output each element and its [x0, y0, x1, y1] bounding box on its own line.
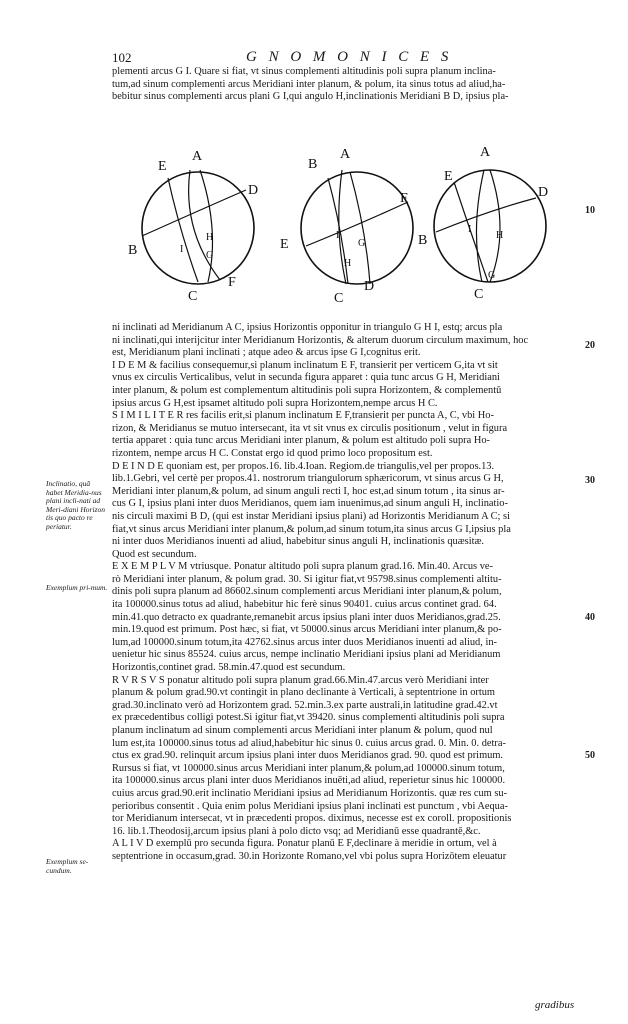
text-line: septentrione in occasum,grad. 30.in Horizonte Romano,vel vbi polus supra Horizōtem eleuatur: [112, 850, 507, 862]
text-line: est, Meridianum plani inclinati ; atque adeo & arcus ipse G I,cognitus erit.: [112, 347, 421, 359]
point-label: A: [192, 149, 203, 164]
figure-3: [434, 170, 549, 282]
text-line: cuius arcus grad.90.erit inclinatio Meridiani ipsius ad Meridianum Horizontis. quæ res cum su-: [112, 787, 508, 799]
text-line: Horizontis,continet grad. 58.min.47.quod est secundum.: [112, 662, 346, 674]
point-label: E: [280, 237, 289, 252]
text-line: perioribus consentit . Quia enim polus Meridiani ipsius plani inclinati est punctum , vbi Aequa-: [112, 800, 508, 812]
text-line: Quod est secundum.: [112, 548, 197, 560]
line-number: 30: [585, 475, 595, 486]
point-label: C: [334, 291, 344, 306]
text-line: Rursus si fiat, vt 100000.sinus arcus Meridiani inter planum,& polum,ad 100000.sinum totum,: [112, 762, 505, 774]
figure-row: [110, 140, 580, 310]
text-line: plementi arcus G I. Quare si fiat, vt sinus complementi altitudinis poli supra planum inclina-: [112, 66, 496, 77]
text-line: bebitur sinus complementi arcus plani G I,qui angulo H,inclinationis Meridiani B D, ipsius pla-: [112, 91, 509, 103]
point-label: E: [444, 169, 453, 184]
point-label: H: [206, 232, 214, 243]
text-line: fiat,vt sinus arcus Meridiani inter planum,& polum,ad sinum totum,ita sinus arcus G I,ipsius pla: [112, 523, 511, 535]
catchword: gradibus: [535, 999, 575, 1011]
page-number: 102: [112, 50, 132, 65]
line-number: 10: [585, 205, 595, 216]
line-number: 50: [585, 750, 595, 761]
text-line: grad.30.inclinato verò ad Horizontem grad. 52.min.3.ex parte australi,in latitudine grad.42.vt: [112, 699, 498, 711]
text-line: tertia apparet : quia tunc arcus Meridiani inter planum, & polum est altitudo poli supra Ho-: [112, 435, 491, 447]
text-line: ni inclinati ad Meridianum A C, ipsius Horizontis opponitur in triangulo G H I, estq; arcus pla: [112, 322, 503, 333]
circle-diagrams: [110, 140, 580, 310]
text-line: cus G I, ipsius plani inter duos Meridianos, quem iam inuenimus,ad sinum anguli H, inclinatio-: [112, 498, 508, 510]
text-line: ex præcedentibus colligi potest.Si igitur fiat,vt 39420. sinus complementi altitudinis poli supra: [112, 712, 505, 724]
text-line: ita 100000.sinus totus ad aliud, habebitur hic ferè sinus 90401. cuius arcus continet grad. 64.: [112, 599, 497, 611]
text-line: lib.1.Gebri, vel certè per propos.41. nostrorum triangulorum sphæricorum, vt sinus arcus G H,: [112, 473, 504, 485]
text-line: planum inclinatum ad sinum complementi arcus Meridiani inter planum & polum, quod nul: [112, 725, 493, 736]
point-label: H: [344, 258, 352, 269]
line-number: 40: [585, 612, 595, 623]
figure-3-labels: [418, 145, 548, 302]
point-label: C: [474, 287, 484, 302]
figure-1: [142, 170, 254, 284]
text-line: tum,ad sinum complementi arcus Meridiani inter planum, & polum, ita sinus totus ad aliud,ha-: [112, 78, 506, 90]
text-line: lum,ad 100000.sinum totum,ita 42762.sinus arcus inter duos Meridianos inuenti ad aliud, in-: [112, 636, 497, 648]
text-line: min.41.quo detracto ex quadrante,remanebit arcus ipsius plani inter duos Meridianos,grad.25.: [112, 611, 501, 623]
point-label: A: [340, 147, 351, 162]
text-line: vnus ex circulis Verticalibus, velut in secunda figura apparet : quia tunc arcus G H, Meridiani: [112, 372, 500, 384]
text-line: uenietur hic sinus 85524. cuius arcus, nempe inclinatio Meridiani ipsius plani ad Meridianum: [112, 649, 501, 661]
text-line: ni inclinati,qui interijcitur inter Meridianum Horizontis, & alterum duorum circulum maximum, hoc: [112, 334, 529, 346]
text-line: planum & polum grad.90.vt contingit in plano declinante à Verticali, à septentrione in ortum: [112, 687, 496, 699]
text-line: inter planum, & polum est complementum altitudinis poli supra Horizontem, & complementū: [112, 384, 502, 396]
point-label: B: [418, 233, 428, 248]
point-label: F: [400, 191, 408, 206]
point-label: G: [358, 238, 366, 249]
point-label: F: [228, 275, 236, 290]
point-label: A: [480, 145, 491, 160]
body-text: [112, 322, 580, 864]
figure-2: [301, 170, 413, 284]
text-line: ipsius arcus G H,est ipsamet altitudo poli supra Horizontem,nempe arcus H C.: [112, 397, 438, 409]
point-label: H: [496, 230, 504, 241]
point-label: G: [488, 270, 496, 281]
point-label: I: [180, 244, 184, 255]
text-line: D E I N D E quoniam est, per propos.16. lib.4.Ioan. Regiom.de triangulis,vel per propos.13.: [112, 460, 495, 472]
point-label: C: [188, 289, 198, 304]
point-label: D: [538, 185, 549, 200]
text-line: ctus ex grad.90. relinquit arcum ipsius plani inter duos Meridianos grad. 90. quod est primum.: [112, 750, 504, 762]
running-title: G N O M O N I C E S: [246, 49, 453, 65]
text-line: rizontem, nempe arcus H C. Constat ergo id quod primo loco propositum est.: [112, 447, 433, 459]
text-line: tor Meridianum intersecat, vt in præcedenti propos. diximus, necesse est ex coroll. propositionis: [112, 813, 512, 825]
point-label: I: [468, 224, 472, 235]
text-line: ni inter duos Meridianos inuenti ad aliud, habebitur sinus anguli H, inclinationis quæsitæ.: [112, 536, 485, 548]
point-label: B: [128, 243, 138, 258]
line-number: 20: [585, 340, 595, 351]
text-line: ita 100000.sinus arcus plani inter duos Meridianos inuēti,ad aliud, reperietur sinus hic 100000.: [112, 775, 506, 787]
text-line: dinis poli supra planum ad 86602.sinum complementi arcus Meridiani inter planum,& polum,: [112, 586, 502, 598]
text-line: S I M I L I T E R res facilis erit,si planum inclinatum E F,transierit per puncta A, C, vbi Ho-: [112, 410, 494, 422]
margin-note-example-1: Exemplum pri-mum.: [46, 583, 108, 592]
margin-note-inclination: Inclinatio, quā habet Meridia-nus plani incli-nati ad Meri-diani Horizon tis quo pacto re periatur.: [46, 479, 105, 531]
text-line: rò Meridiani inter planum, & polum grad. 30. Si igitur fiat,vt 95798.sinus complementi altitu-: [112, 573, 502, 585]
point-label: E: [158, 159, 167, 174]
text-line: A L I V D exemplū pro secunda figura. Ponatur planū E F,declinare à meridie in ortum, vel à: [112, 838, 497, 850]
point-label: D: [248, 183, 259, 198]
text-line: nis circuli maximi B D, (qui est instar Meridiani ipsius plani) ad Horizontis Meridianum A C; si: [112, 510, 510, 522]
point-label: B: [308, 157, 318, 172]
point-label: G: [206, 250, 214, 261]
point-label: D: [364, 279, 375, 294]
text-line: lum est,ita 100000.sinus totus ad aliud,habebitur hic sinus 0. cuius arcus grad. 0. Min. 0. detra-: [112, 737, 506, 749]
horizon-circle: [301, 172, 413, 284]
text-line: R V R S V S ponatur altitudo poli supra planum grad.66.Min.47.arcus verò Meridiani inter: [112, 674, 489, 686]
text-line: 16. lib.1.Theodosij,arcum ipsius plani à polo dicto vsq; ad Meridianū esse quadrantē,&c.: [112, 825, 481, 837]
text-line: min.19.quod est primum. Post hæc, si fiat, vt 50000.sinus arcus Meridiani inter planum,& po-: [112, 624, 502, 636]
text-line: rizon, & Meridianus se mutuo intersecant, ita vt sit vnus ex circulis positionum , velut in figura: [112, 422, 508, 434]
point-label: I: [336, 230, 340, 241]
text-line: Meridiani inter planum,& polum, ad sinum anguli recti I, hoc est,ad sinum totum , ita sinus ar-: [112, 485, 505, 497]
intro-paragraph: [112, 66, 580, 104]
text-line: I D E M & facilius consequemur,si planum inclinatum E F, transierit per verticem G,ita vt sit: [112, 359, 498, 371]
text-line: E X E M P L V M vtriusque. Ponatur altitudo poli supra planum grad.16. Min.40. Arcus ve-: [112, 561, 493, 573]
margin-note-example-2: Exemplum se-cundum.: [46, 857, 89, 875]
